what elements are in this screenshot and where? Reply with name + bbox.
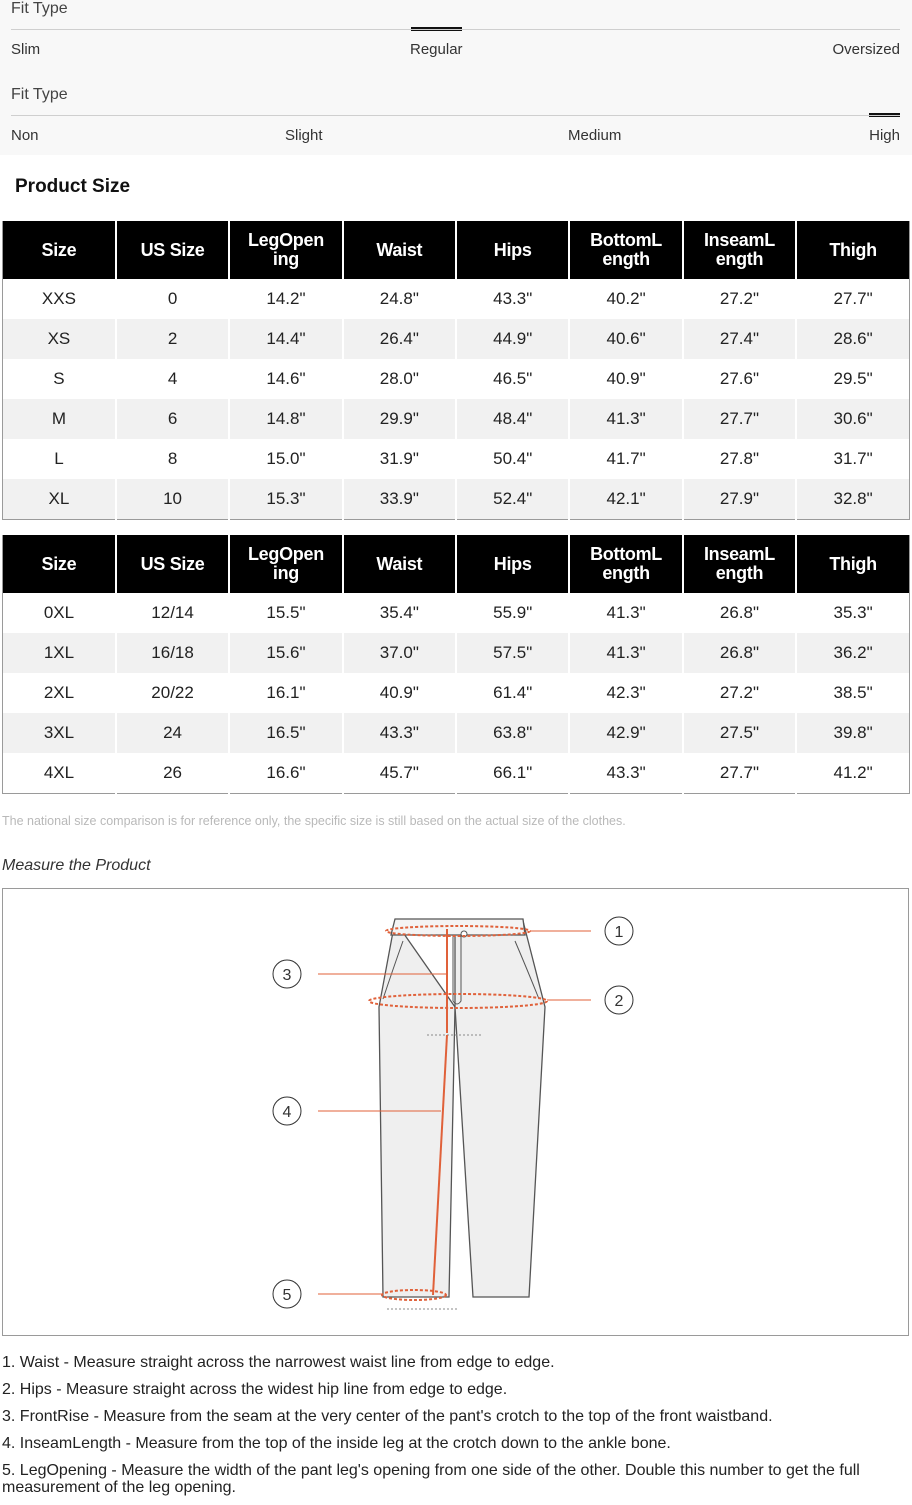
column-header: Size: [3, 220, 116, 279]
table-cell: 32.8": [796, 479, 909, 520]
column-header: BottomL ength: [569, 220, 682, 279]
table-cell: 27.7": [683, 753, 796, 794]
table-cell: 16.1": [229, 673, 342, 713]
table-cell: 20/22: [116, 673, 229, 713]
table-cell: 52.4": [456, 479, 569, 520]
table-cell: 14.6": [229, 359, 342, 399]
table-cell: 12/14: [116, 593, 229, 633]
table-cell: 61.4": [456, 673, 569, 713]
table-cell: 40.9": [343, 673, 456, 713]
stretch-label-non: Non: [11, 127, 39, 144]
table-cell: 1XL: [3, 633, 116, 673]
table-cell: 16.6": [229, 753, 342, 794]
table-cell: 31.9": [343, 439, 456, 479]
table-cell: XS: [3, 319, 116, 359]
column-header: Size: [3, 534, 116, 593]
table-cell: 40.2": [569, 279, 682, 319]
table-cell: 41.2": [796, 753, 909, 794]
column-header: BottomL ength: [569, 534, 682, 593]
table-cell: 24.8": [343, 279, 456, 319]
table-row: [3, 479, 910, 520]
table-cell: 29.5": [796, 359, 909, 399]
column-header: US Size: [116, 534, 229, 593]
table-cell: 43.3": [569, 753, 682, 794]
column-header: Hips: [456, 220, 569, 279]
fit-type-title: Fit Type: [11, 0, 68, 17]
instruction-hips: 2. Hips - Measure straight across the widest hip line from edge to edge.: [2, 1381, 508, 1398]
table-header-row: [3, 534, 910, 593]
table-cell: 29.9": [343, 399, 456, 439]
stretch-scale-track: [11, 115, 900, 116]
table-cell: 27.6": [683, 359, 796, 399]
pants-diagram: [3, 889, 908, 1335]
column-header: LegOpen ing: [229, 220, 342, 279]
fit-scale-track: [11, 29, 900, 30]
table-header-row: [3, 220, 910, 279]
table-cell: 26.8": [683, 593, 796, 633]
table-cell: 27.7": [683, 399, 796, 439]
table-cell: 31.7": [796, 439, 909, 479]
measure-diagram: [2, 888, 909, 1336]
table-cell: 55.9": [456, 593, 569, 633]
table-cell: 39.8": [796, 713, 909, 753]
table-cell: 43.3": [343, 713, 456, 753]
size-table-regular: [2, 219, 910, 520]
table-cell: 41.3": [569, 593, 682, 633]
callout-number-4: 4: [282, 1104, 292, 1121]
table-cell: 27.9": [683, 479, 796, 520]
table-cell: 41.3": [569, 633, 682, 673]
table-cell: 42.9": [569, 713, 682, 753]
stretch-label-high: High: [869, 127, 900, 144]
table-cell: 2: [116, 319, 229, 359]
table-cell: 48.4": [456, 399, 569, 439]
table-cell: 28.0": [343, 359, 456, 399]
column-header: InseamL ength: [683, 220, 796, 279]
table-cell: 43.3": [456, 279, 569, 319]
table-cell: 45.7": [343, 753, 456, 794]
table-cell: 15.0": [229, 439, 342, 479]
callout-number-5: 5: [282, 1287, 292, 1304]
callout-number-2: 2: [614, 993, 624, 1010]
table-cell: 66.1": [456, 753, 569, 794]
instruction-waist: 1. Waist - Measure straight across the narrowest waist line from edge to edge.: [2, 1354, 555, 1371]
table-cell: 27.5": [683, 713, 796, 753]
table-cell: M: [3, 399, 116, 439]
table-cell: 26.4": [343, 319, 456, 359]
table-cell: 44.9": [456, 319, 569, 359]
callout-number-3: 3: [282, 967, 292, 984]
table-cell: 15.5": [229, 593, 342, 633]
table-row: [3, 753, 910, 794]
instruction-front-rise: 3. FrontRise - Measure from the seam at the very center of the pant's crotch to the top of the front waistband.: [2, 1408, 773, 1425]
table-row: [3, 713, 910, 753]
table-row: [3, 399, 910, 439]
table-cell: 40.9": [569, 359, 682, 399]
column-header: Waist: [343, 220, 456, 279]
table-cell: 6: [116, 399, 229, 439]
table-cell: 42.1": [569, 479, 682, 520]
column-header: InseamL ength: [683, 534, 796, 593]
table-cell: 30.6": [796, 399, 909, 439]
table-cell: 36.2": [796, 633, 909, 673]
column-header: LegOpen ing: [229, 534, 342, 593]
table-cell: XXS: [3, 279, 116, 319]
column-header: US Size: [116, 220, 229, 279]
table-cell: 50.4": [456, 439, 569, 479]
instruction-leg-opening: 5. LegOpening - Measure the width of the pant leg's opening from one side of the other. Double this number to get the full measurement of the leg opening.: [2, 1462, 860, 1496]
table-cell: 37.0": [343, 633, 456, 673]
table-cell: 16/18: [116, 633, 229, 673]
size-note: The national size comparison is for reference only, the specific size is still based on the actual size of the clothes.: [2, 814, 626, 828]
table-cell: 4XL: [3, 753, 116, 794]
table-cell: 0XL: [3, 593, 116, 633]
table-cell: 27.8": [683, 439, 796, 479]
table-cell: XL: [3, 479, 116, 520]
table-cell: 27.2": [683, 673, 796, 713]
column-header: Waist: [343, 534, 456, 593]
product-size-title: Product Size: [15, 176, 131, 197]
table-cell: 28.6": [796, 319, 909, 359]
table-cell: 27.2": [683, 279, 796, 319]
stretch-type-title: Fit Type: [11, 86, 68, 103]
table-cell: 35.4": [343, 593, 456, 633]
table-cell: 14.2": [229, 279, 342, 319]
table-row: [3, 359, 910, 399]
fit-label-regular: Regular: [410, 41, 463, 58]
table-cell: 24: [116, 713, 229, 753]
table-cell: 27.4": [683, 319, 796, 359]
table-cell: 10: [116, 479, 229, 520]
table-cell: 4: [116, 359, 229, 399]
measure-title: Measure the Product: [2, 857, 151, 874]
table-cell: 8: [116, 439, 229, 479]
table-cell: S: [3, 359, 116, 399]
fit-type-panel: [0, 0, 912, 155]
callout-number-1: 1: [614, 924, 624, 941]
table-cell: 46.5": [456, 359, 569, 399]
table-cell: 14.8": [229, 399, 342, 439]
table-cell: 41.7": [569, 439, 682, 479]
column-header: Thigh: [796, 220, 909, 279]
table-row: [3, 279, 910, 319]
table-row: [3, 633, 910, 673]
column-header: Thigh: [796, 534, 909, 593]
table-cell: 42.3": [569, 673, 682, 713]
instruction-inseam: 4. InseamLength - Measure from the top of the inside leg at the crotch down to the ankle bone.: [2, 1435, 671, 1452]
table-cell: 3XL: [3, 713, 116, 753]
column-header: Hips: [456, 534, 569, 593]
fit-label-oversized: Oversized: [832, 41, 900, 58]
table-cell: 27.7": [796, 279, 909, 319]
table-cell: 26: [116, 753, 229, 794]
table-cell: 16.5": [229, 713, 342, 753]
measure-instructions: [2, 1354, 910, 1505]
table-row: [3, 439, 910, 479]
table-cell: 2XL: [3, 673, 116, 713]
table-cell: 57.5": [456, 633, 569, 673]
table-cell: 0: [116, 279, 229, 319]
table-cell: 40.6": [569, 319, 682, 359]
table-row: [3, 593, 910, 633]
table-row: [3, 673, 910, 713]
table-row: [3, 319, 910, 359]
table-cell: 35.3": [796, 593, 909, 633]
table-cell: 63.8": [456, 713, 569, 753]
stretch-label-slight: Slight: [285, 127, 323, 144]
pants-right-leg: [455, 921, 545, 1297]
size-table-plus: [2, 533, 910, 794]
table-cell: 33.9": [343, 479, 456, 520]
table-cell: 15.3": [229, 479, 342, 520]
table-cell: L: [3, 439, 116, 479]
table-cell: 15.6": [229, 633, 342, 673]
table-cell: 14.4": [229, 319, 342, 359]
table-cell: 41.3": [569, 399, 682, 439]
table-cell: 26.8": [683, 633, 796, 673]
fit-label-slim: Slim: [11, 41, 41, 58]
table-cell: 38.5": [796, 673, 909, 713]
stretch-label-medium: Medium: [568, 127, 622, 144]
